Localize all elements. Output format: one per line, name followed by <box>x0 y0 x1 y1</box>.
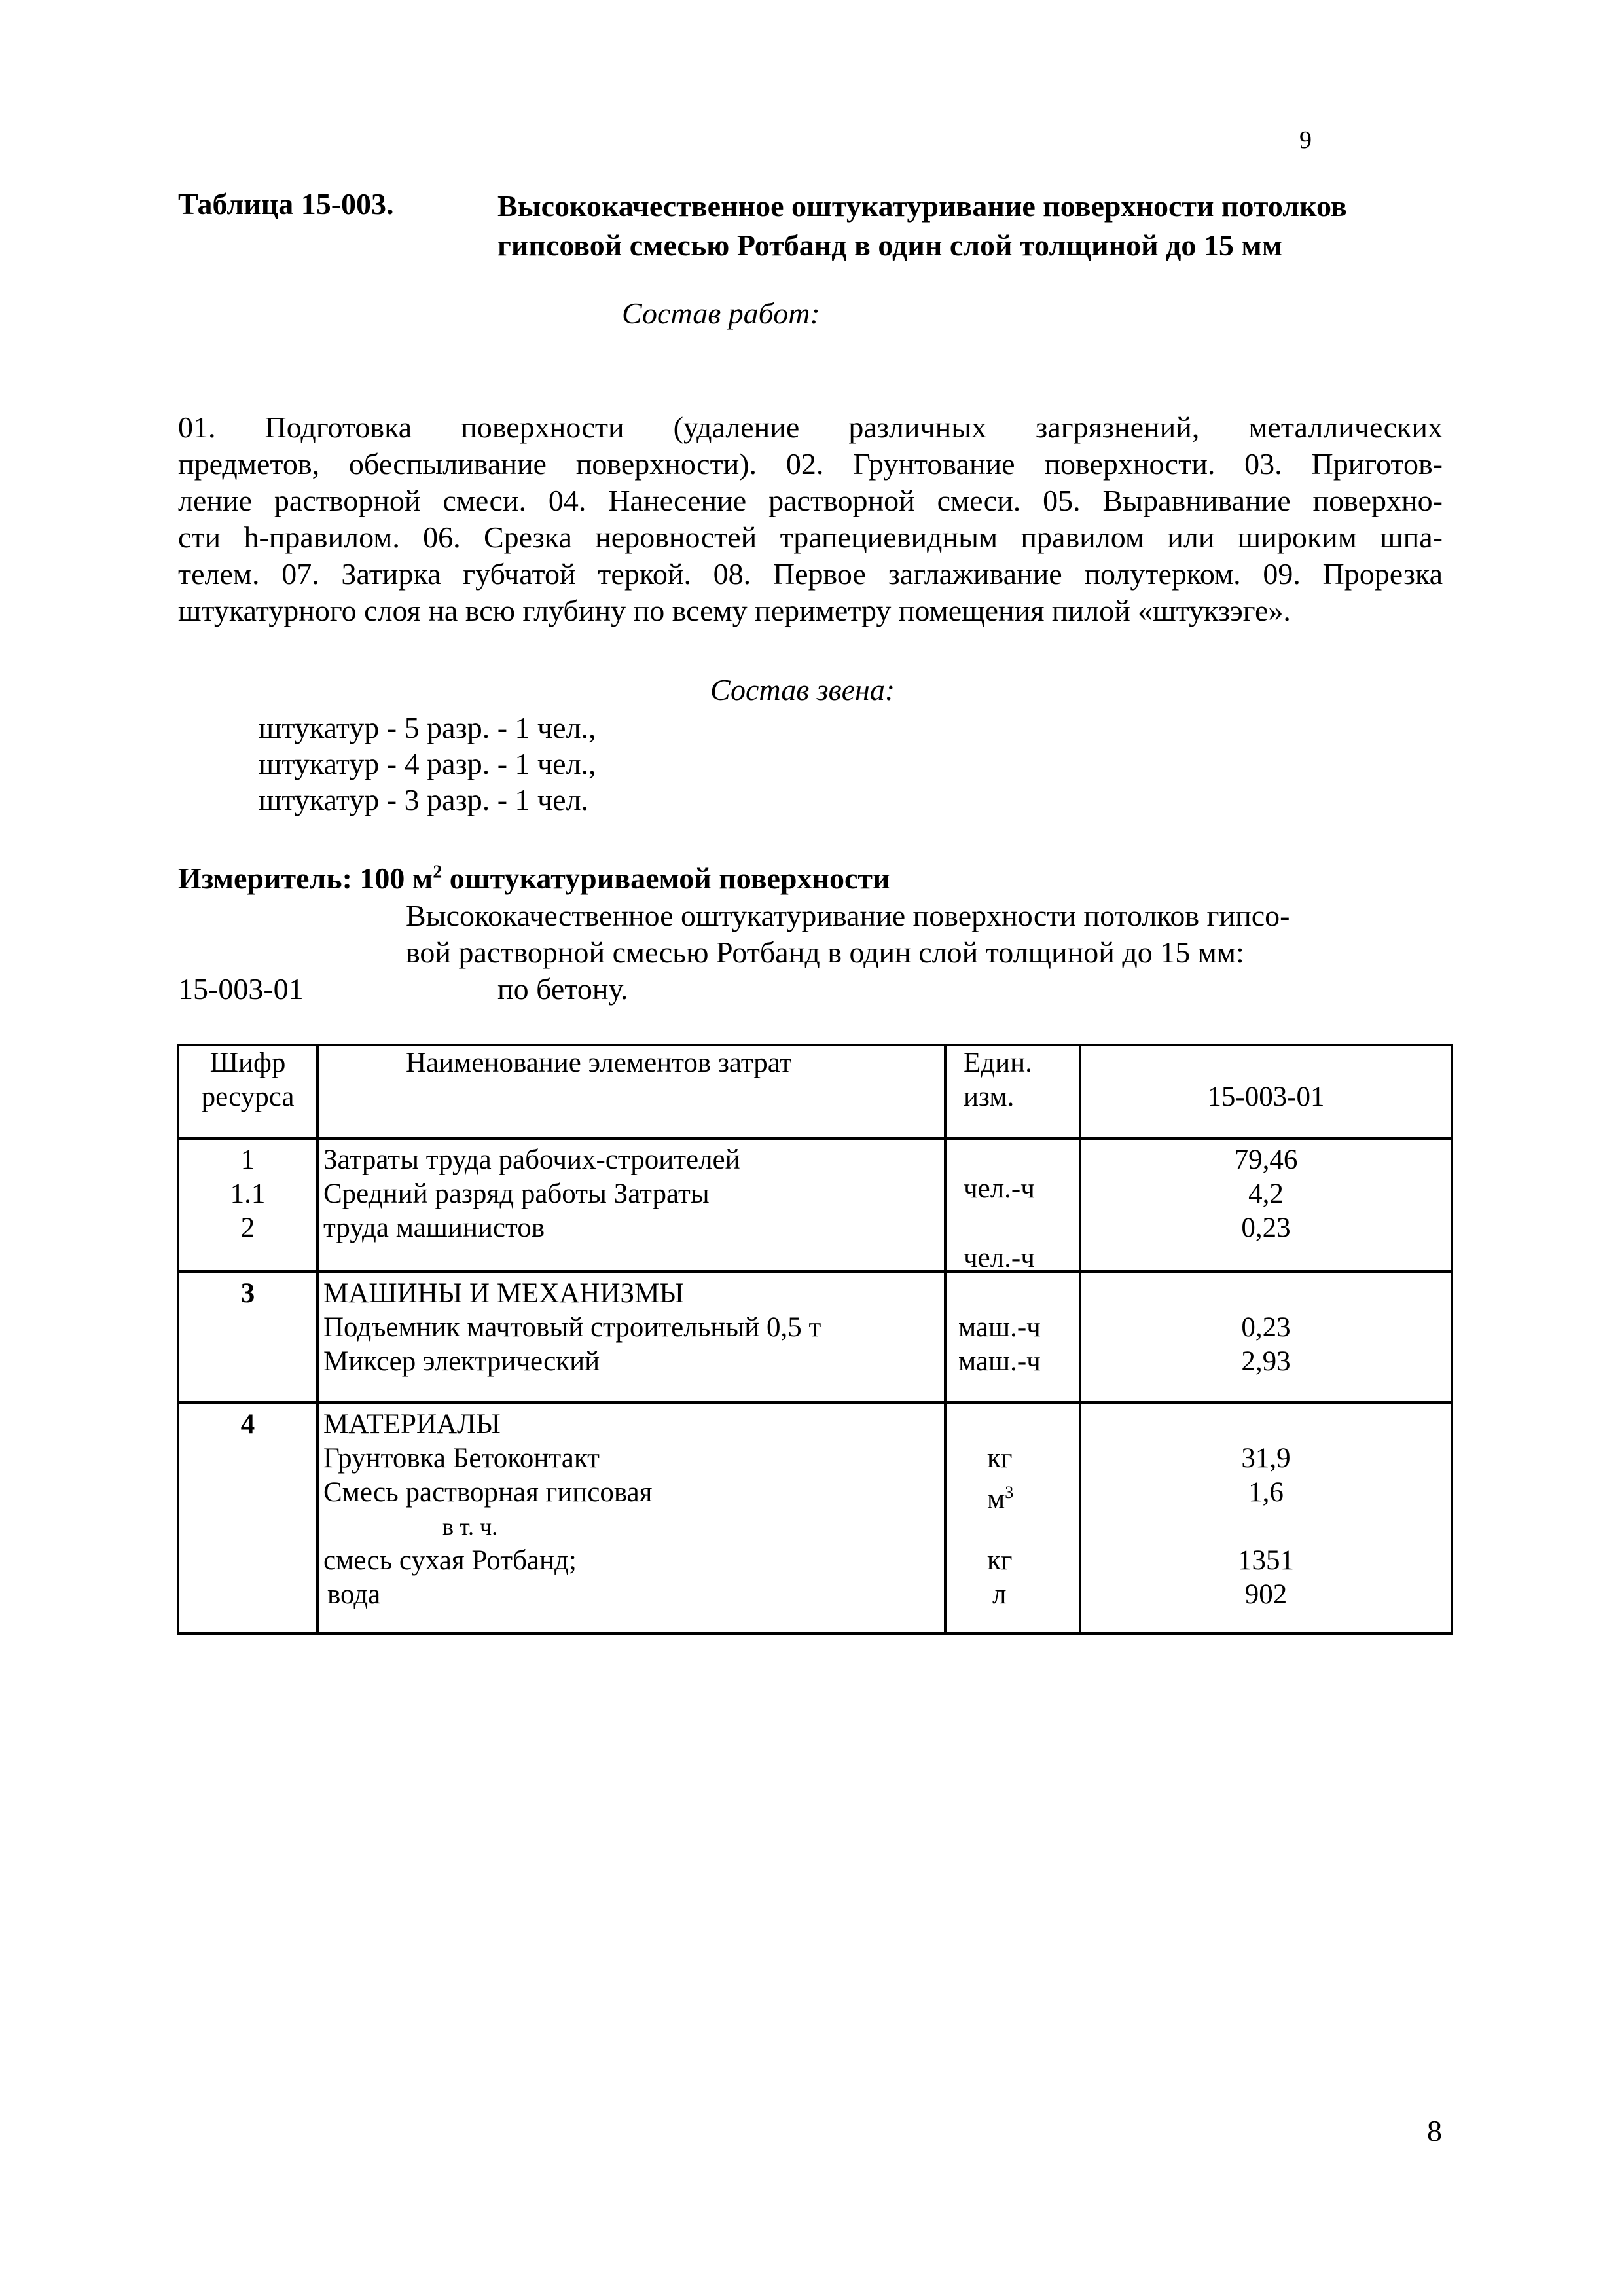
works-paragraph <box>178 409 1443 629</box>
resource-unit: маш.-ч <box>958 1346 1041 1377</box>
resource-value: 1351 <box>1238 1545 1294 1576</box>
machines-code: 3 <box>240 1278 255 1309</box>
table-border-bottom <box>177 1632 1453 1635</box>
machines-units <box>958 1311 1041 1379</box>
resource-unit: чел.-ч <box>964 1243 1035 1273</box>
resource-unit: маш.-ч <box>958 1312 1041 1343</box>
table-title <box>497 187 1347 265</box>
materials-code: 4 <box>240 1409 255 1440</box>
resource-value: 0,23 <box>1241 1212 1291 1243</box>
header-code-line: Шифр <box>209 1048 286 1078</box>
resource-unit: чел.-ч <box>964 1173 1035 1204</box>
table-col-divider <box>316 1044 319 1635</box>
page-number-bottom: 8 <box>1427 2114 1442 2147</box>
table-border-top <box>177 1044 1453 1046</box>
resource-name: Миксер электрический <box>323 1346 600 1377</box>
resource-value: 79,46 <box>1234 1144 1298 1175</box>
table-number: Таблица 15-003. <box>178 187 394 221</box>
resource-unit: кг <box>987 1545 1013 1576</box>
resource-name: Смесь растворная гипсовая <box>323 1477 653 1508</box>
labor-codes <box>179 1143 316 1245</box>
table-row-divider <box>177 1270 1453 1273</box>
measure-superscript: 2 <box>433 862 442 883</box>
resource-code: 2 <box>240 1212 255 1243</box>
resource-unit <box>987 1476 1013 1516</box>
table-row-divider <box>177 1401 1453 1404</box>
page-number-top: 9 <box>1299 126 1312 154</box>
machines-values <box>1081 1311 1451 1379</box>
table-border-left <box>177 1044 179 1635</box>
measure-prefix: Измеритель: 100 м <box>178 862 433 895</box>
works-line: 01. Подготовка поверхности (удаление различных загрязнений, металлических <box>178 410 1443 444</box>
works-line: сти h-правилом. 06. Срезка неровностей трапециевидным правилом или широким шпа- <box>178 520 1443 554</box>
header-code <box>179 1046 316 1114</box>
header-unit-line: изм. <box>964 1082 1015 1112</box>
labor-names <box>323 1143 740 1245</box>
description-line: Высококачественное оштукатуривание поверхности потолков гипсо- <box>406 899 1290 932</box>
works-line: ление растворной смеси. 04. Нанесение растворной смеси. 05. Выравнивание поверхно- <box>178 484 1443 517</box>
table-col-divider <box>944 1044 947 1635</box>
resource-name: труда машинистов <box>323 1212 545 1243</box>
unit-superscript: 3 <box>1005 1483 1014 1502</box>
resource-note: в т. ч. <box>442 1514 498 1540</box>
unit-base: м <box>987 1484 1005 1515</box>
crew-heading: Состав звена: <box>710 673 895 706</box>
resource-name: Затраты труда рабочих-строителей <box>323 1144 740 1175</box>
header-name: Наименование элементов затрат <box>406 1048 792 1078</box>
description-code: 15-003-01 <box>178 972 304 1006</box>
works-heading: Состав работ: <box>622 297 820 330</box>
resource-name: Подъемник мачтовый строительный 0,5 т <box>323 1312 821 1343</box>
resource-name: Грунтовка Бетоконтакт <box>323 1443 600 1474</box>
title-line: Высококачественное оштукатуривание поверхности потолков <box>497 189 1347 223</box>
works-line: телем. 07. Затирка губчатой теркой. 08. Первое заглаживание полутерком. 09. Прорезка <box>178 557 1443 591</box>
labor-values <box>1081 1143 1451 1245</box>
header-code-line: ресурса <box>201 1082 295 1112</box>
header-unit-line: Един. <box>964 1048 1032 1078</box>
resource-unit: кг <box>987 1443 1013 1474</box>
works-line: штукатурного слоя на всю глубину по всему периметру помещения пилой «штукзэге». <box>178 594 1291 627</box>
resource-value: 0,23 <box>1241 1312 1291 1343</box>
machines-names <box>323 1277 821 1379</box>
resource-code: 1.1 <box>230 1178 266 1209</box>
crew-member: штукатур - 4 разр. - 1 чел., <box>259 747 596 780</box>
resource-value: 1,6 <box>1248 1477 1284 1508</box>
resource-name: смесь сухая Ротбанд; <box>323 1545 577 1576</box>
resource-value: 4,2 <box>1248 1178 1284 1209</box>
resource-value: 31,9 <box>1241 1443 1291 1474</box>
section-heading: МАШИНЫ И МЕХАНИЗМЫ <box>323 1278 684 1309</box>
table-border-right <box>1451 1044 1453 1635</box>
crew-member: штукатур - 3 разр. - 1 чел. <box>259 783 589 816</box>
title-line: гипсовой смесью Ротбанд в один слой толщиной до 15 мм <box>497 228 1283 262</box>
section-heading: МАТЕРИАЛЫ <box>323 1409 501 1440</box>
resource-code: 1 <box>240 1144 255 1175</box>
resource-unit: л <box>992 1579 1007 1610</box>
header-unit <box>964 1046 1032 1114</box>
description-line: вой растворной смесью Ротбанд в один слой толщиной до 15 мм: <box>406 936 1244 969</box>
header-value: 15-003-01 <box>1207 1082 1325 1112</box>
works-line: предметов, обеспыливание поверхности). 02. Грунтование поверхности. 03. Приготов- <box>178 447 1443 481</box>
resource-name: вода <box>327 1579 381 1610</box>
measure-unit <box>178 861 890 896</box>
resource-name: Средний разряд работы Затраты <box>323 1178 710 1209</box>
crew-member: штукатур - 5 разр. - 1 чел., <box>259 711 596 744</box>
description-item: по бетону. <box>497 972 628 1006</box>
resource-value: 902 <box>1244 1579 1288 1610</box>
measure-suffix: оштукатуриваемой поверхности <box>442 862 890 895</box>
table-row-divider <box>177 1137 1453 1140</box>
resource-value: 2,93 <box>1241 1346 1291 1377</box>
